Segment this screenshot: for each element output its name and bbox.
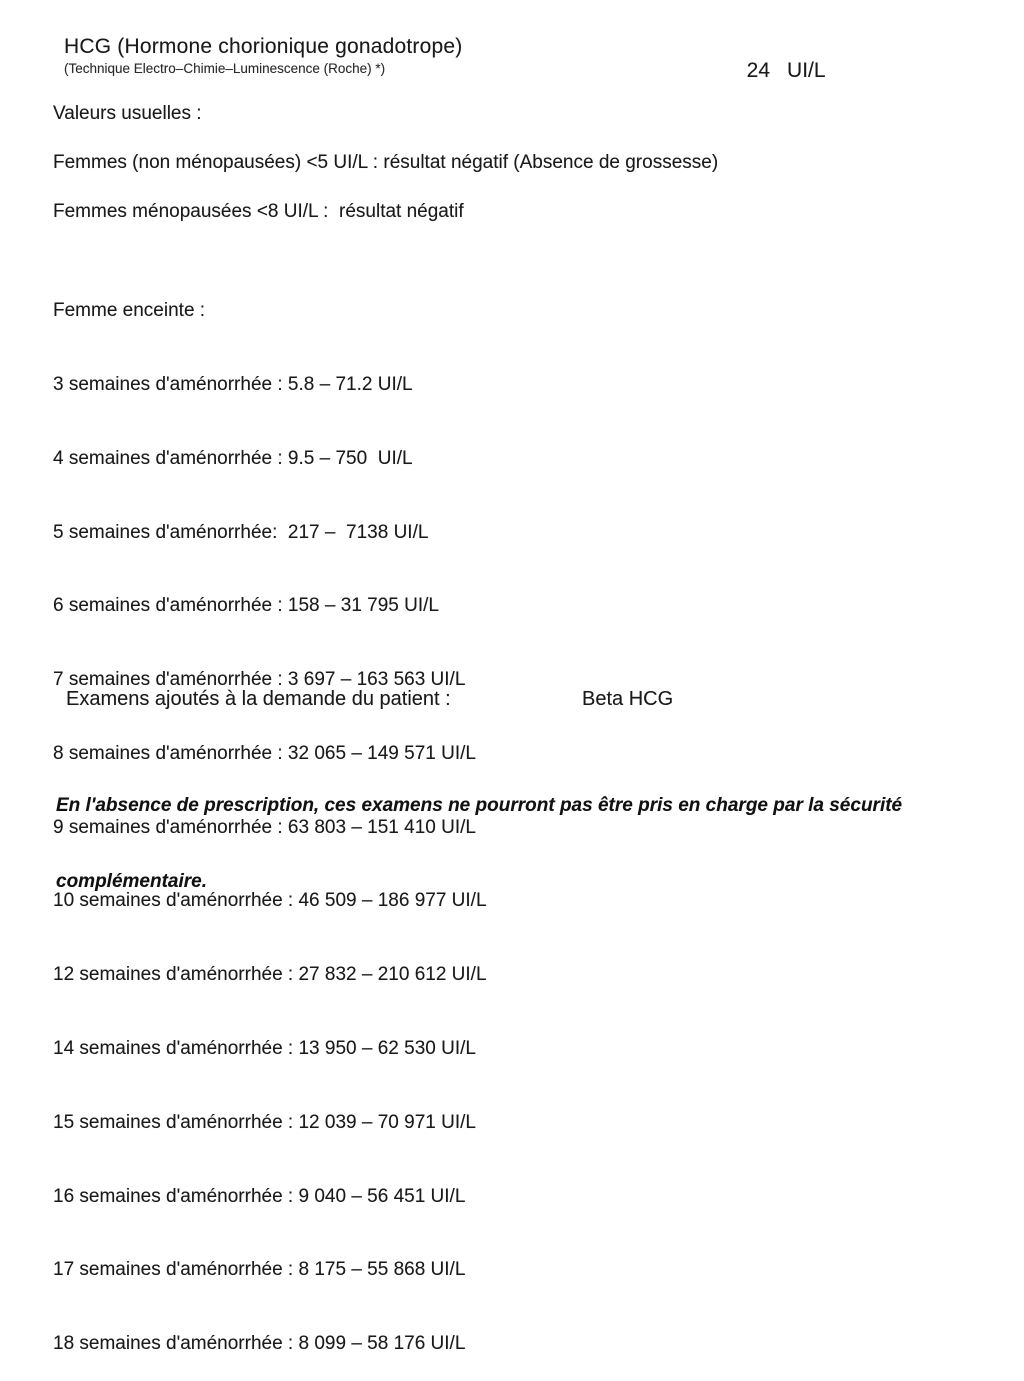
reimbursement-notice bbox=[56, 742, 902, 920]
added-exams-label: Examens ajoutés à la demande du patient : bbox=[66, 688, 451, 710]
result-row bbox=[735, 35, 826, 83]
pregnancy-range-line: 10 semaines d'aménorrhée : 46 509 – 186 977 UI/L bbox=[53, 890, 487, 912]
pregnancy-range-line: 15 semaines d'aménorrhée : 12 039 – 70 971 UI/L bbox=[53, 1111, 476, 1133]
pregnant-heading: Femme enceinte : bbox=[53, 300, 206, 322]
pregnancy-range-line: 17 semaines d'aménorrhée : 8 175 – 55 868 UI/L bbox=[53, 1259, 466, 1281]
pregnancy-range-line: 6 semaines d'aménorrhée : 158 – 31 795 UI/L bbox=[53, 595, 439, 617]
pregnancy-range-line: 9 semaines d'aménorrhée : 63 803 – 151 410 UI/L bbox=[53, 816, 476, 838]
notice-line-2: complémentaire. bbox=[56, 871, 207, 893]
result-value: 24 bbox=[746, 59, 771, 82]
pregnancy-range-line: 16 semaines d'aménorrhée : 9 040 – 56 451 UI/L bbox=[53, 1185, 466, 1207]
pregnancy-range-line: 14 semaines d'aménorrhée : 13 950 – 62 530 UI/L bbox=[53, 1038, 476, 1059]
test-name-heading: HCG (Hormone chorionique gonadotrope) bbox=[64, 35, 463, 58]
non-menopausal-reference-line: Femmes (non ménopausées) <5 UI/L : résultat négatif (Absence de grossesse) bbox=[53, 152, 719, 173]
notice-line-1: En l'absence de prescription, ces examens ne pourront pas être pris en charge par la sécurité bbox=[56, 794, 903, 816]
pregnancy-range-line: 5 semaines d'aménorrhée: 217 – 7138 UI/L bbox=[53, 521, 429, 543]
pregnancy-range-line: 4 semaines d'aménorrhée : 9.5 – 750 UI/L bbox=[53, 447, 413, 469]
pregnancy-range-line: 12 semaines d'aménorrhée : 27 832 – 210 612 UI/L bbox=[53, 964, 487, 986]
pregnancy-range-line: 18 semaines d'aménorrhée : 8 099 – 58 176 UI/L bbox=[53, 1333, 466, 1355]
result-unit: UI/L bbox=[787, 59, 826, 82]
menopausal-reference-line: Femmes ménopausées <8 UI/L : résultat négatif bbox=[53, 201, 464, 222]
technique-note: (Technique Electro–Chimie–Luminescence (Roche) *) bbox=[64, 61, 386, 76]
pregnancy-range-line: 7 semaines d'aménorrhée : 3 697 – 163 563 UI/L bbox=[53, 669, 466, 691]
added-exams-value: Beta HCG bbox=[582, 688, 674, 710]
pregnancy-range-line: 3 semaines d'aménorrhée : 5.8 – 71.2 UI/L bbox=[53, 373, 413, 395]
usual-values-heading: Valeurs usuelles : bbox=[53, 103, 202, 124]
pregnancy-range-line: 8 semaines d'aménorrhée : 32 065 – 149 571 UI/L bbox=[53, 742, 476, 764]
